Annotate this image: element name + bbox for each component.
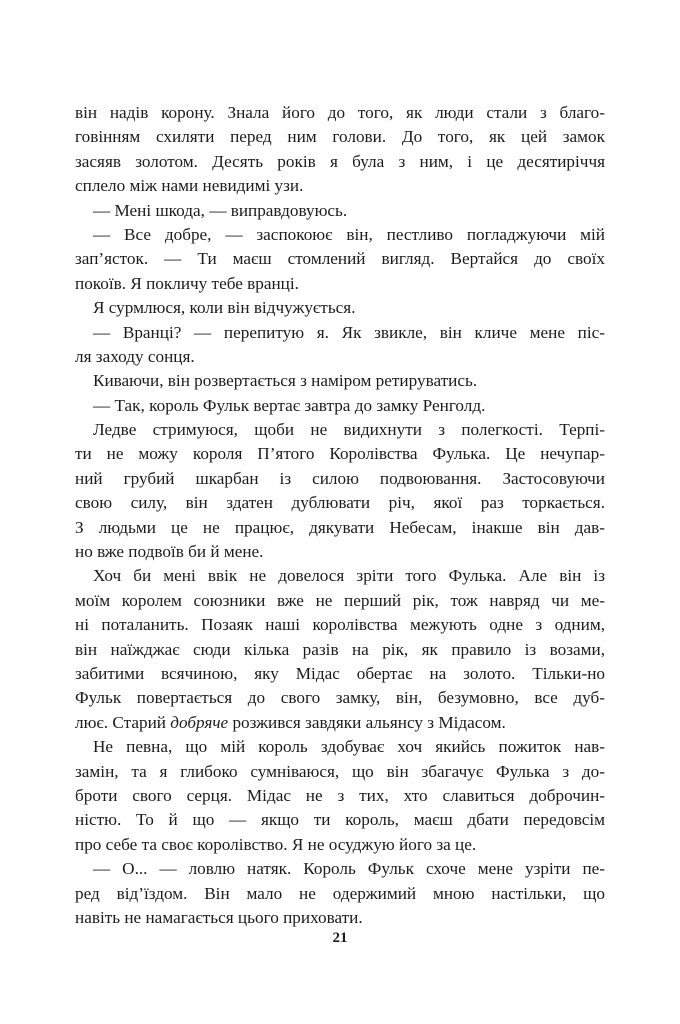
text-line: ні поталанить. Позаяк наші королівства межують одне з одним, [75,615,605,635]
page-number: 21 [332,930,348,946]
text-line: Фульк повертається до свого замку, він, безумовно, все дуб- [75,688,605,708]
text-line: — Так, король Фульк вертає завтра до замку Ренголд. [93,395,486,415]
text-line: — Вранці? — перепитую я. Як звикле, він кличе мене піс- [93,322,605,342]
text-line: — О... — ловлю натяк. Король Фульк схоче мене узріти пе- [93,859,605,879]
italic-word: добряче [170,712,229,732]
text-fragment: лює. Старий [75,712,171,732]
text-line: він наїжджає сюди кілька разів на рік, як правило із возами, [75,639,605,659]
text-line: ля заходу сонця. [75,346,195,366]
text-line: Хоч би мені ввік не довелося зріти того Фулька. Але він із [93,566,605,586]
text-line: но вже подвоїв би й мене. [75,542,264,562]
text-line: броти свого серця. Мідас не з тих, хто славиться доброчин- [75,785,605,805]
text-line: ти не можу короля П’ятого Королівства Фулька. Це нечупар- [75,444,605,464]
text-line: про себе та своє королівство. Я не осуджую його за це. [75,834,477,854]
text-line: навіть не намагається цього приховати. [75,907,363,927]
text-line: замін, та я глибоко сумніваюся, що він збагачує Фулька з до- [75,761,605,781]
text-line: ний грубий шкарбан із силою подвоювання. Застосовуючи [75,468,605,488]
text-line: Ледве стримуюся, щоби не видихнути з полегкості. Терпі- [93,420,605,440]
text-line: зап’ясток. — Ти маєш стомлений вигляд. Вертайся до своїх [75,249,605,269]
body-text [75,101,605,930]
text-line: ред від’їздом. Він мало не одержимий мною настільки, що [75,883,605,903]
text-line: — Мені шкода, — виправдовуюсь. [93,200,348,220]
text-line: сплело між нами невидимі узи. [75,176,304,196]
text-line: засяяв золотом. Десять років я була з ним, і це десятиріччя [75,151,605,171]
text-line: він надів корону. Знала його до того, як люди стали з благо- [75,103,605,122]
text-line: покоїв. Я покличу тебе вранці. [75,273,299,293]
text-fragment: розжився завдяки альянсу з Мідасом. [228,712,506,732]
text-line: говінням схиляти перед ним голови. До того, як цей замок [75,127,605,147]
text-line: Я сурмлюся, коли він відчужується. [93,298,356,318]
text-line: забитими всячиною, яку Мідас обертає на золото. Тільки-но [75,663,605,683]
text-line: свою силу, він здатен дублювати річ, якої раз торкається. [75,493,605,513]
text-line: З людьми це не працює, дякувати Небесам, інакше він дав- [75,517,605,537]
text-line: — Все добре, — заспокоює він, пестливо погладжуючи мій [93,224,605,244]
text-line: моїм королем союзники вже не перший рік, тож навряд чи ме- [75,590,605,610]
text-line: Не певна, що мій король здобуває хоч якийсь пожиток нав- [93,737,605,757]
text-line: Киваючи, він розвертається з наміром ретируватись. [93,371,478,391]
text-line: ністю. То й що — якщо ти король, маєш дбати передовсім [75,810,605,830]
text-line [75,711,605,735]
